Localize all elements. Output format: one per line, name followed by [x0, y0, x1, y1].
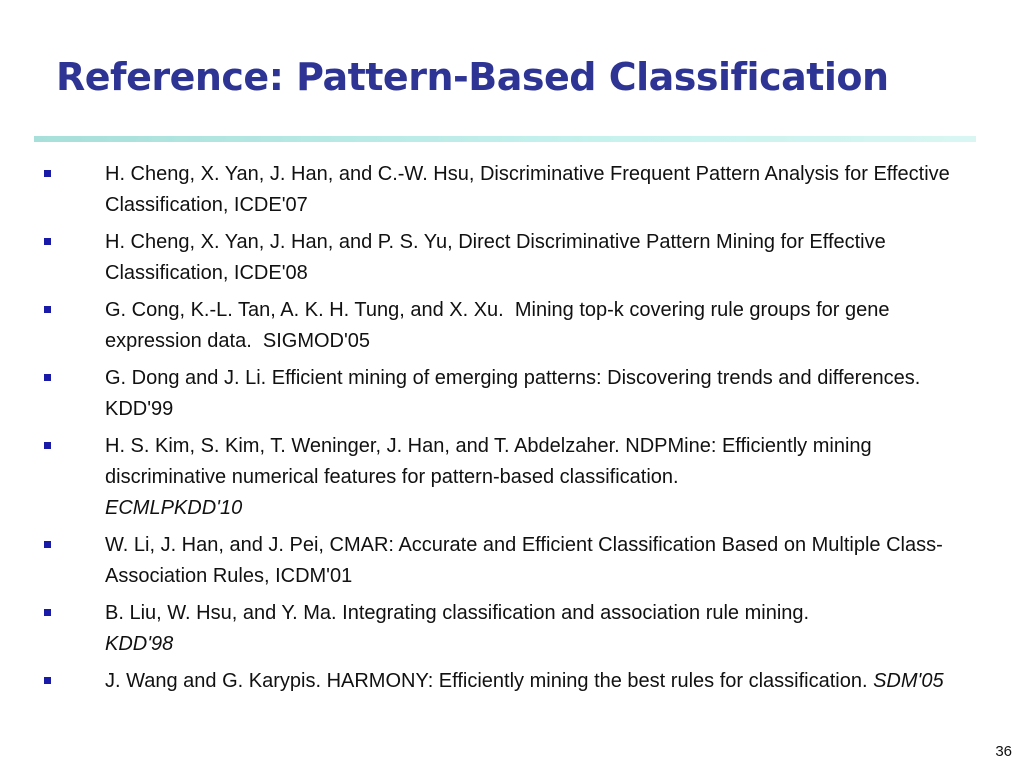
reference-text: G. Cong, K.-L. Tan, A. K. H. Tung, and X. Xu. Mining top-k covering rule groups for gene expression data. SIGMOD'05 — [105, 299, 896, 352]
reference-item — [0, 666, 1024, 697]
reference-text: B. Liu, W. Hsu, and Y. Ma. Integrating classification and association rule mining. — [105, 602, 815, 624]
reference-venue: KDD'98 — [105, 633, 174, 655]
square-bullet-icon — [44, 170, 51, 177]
reference-text: W. Li, J. Han, and J. Pei, CMAR: Accurate and Efficient Classification Based on Multiple Class-Association Rules, ICDM'01 — [105, 534, 943, 587]
square-bullet-icon — [44, 374, 51, 381]
title-underline — [34, 136, 976, 142]
reference-text: H. Cheng, X. Yan, J. Han, and P. S. Yu, Direct Discriminative Pattern Mining for Effective Classification, ICDE'08 — [105, 231, 886, 284]
reference-text: G. Dong and J. Li. Efficient mining of emerging patterns: Discovering trends and differences. KDD'99 — [105, 367, 921, 420]
reference-text: H. S. Kim, S. Kim, T. Weninger, J. Han, and T. Abdelzaher. NDPMine: Efficiently mining discriminative numerical features for pattern-based classification. — [105, 435, 878, 488]
page-number: 36 — [995, 743, 1012, 760]
square-bullet-icon — [44, 609, 51, 616]
slide-title: Reference: Pattern-Based Classification — [56, 55, 889, 99]
reference-item — [0, 530, 1024, 592]
reference-item — [0, 431, 1024, 524]
square-bullet-icon — [44, 238, 51, 245]
reference-venue: SDM'05 — [873, 670, 944, 692]
reference-item — [0, 295, 1024, 357]
square-bullet-icon — [44, 306, 51, 313]
square-bullet-icon — [44, 677, 51, 684]
square-bullet-icon — [44, 541, 51, 548]
square-bullet-icon — [44, 442, 51, 449]
reference-list — [0, 159, 1024, 703]
reference-text: H. Cheng, X. Yan, J. Han, and C.-W. Hsu, Discriminative Frequent Pattern Analysis for Effective Classification, ICDE'07 — [105, 163, 950, 216]
reference-item — [0, 159, 1024, 221]
reference-item — [0, 363, 1024, 425]
reference-item — [0, 227, 1024, 289]
reference-text: J. Wang and G. Karypis. HARMONY: Efficiently mining the best rules for classification. — [105, 670, 874, 692]
reference-venue: ECMLPKDD'10 — [105, 497, 243, 519]
reference-item — [0, 598, 1024, 660]
